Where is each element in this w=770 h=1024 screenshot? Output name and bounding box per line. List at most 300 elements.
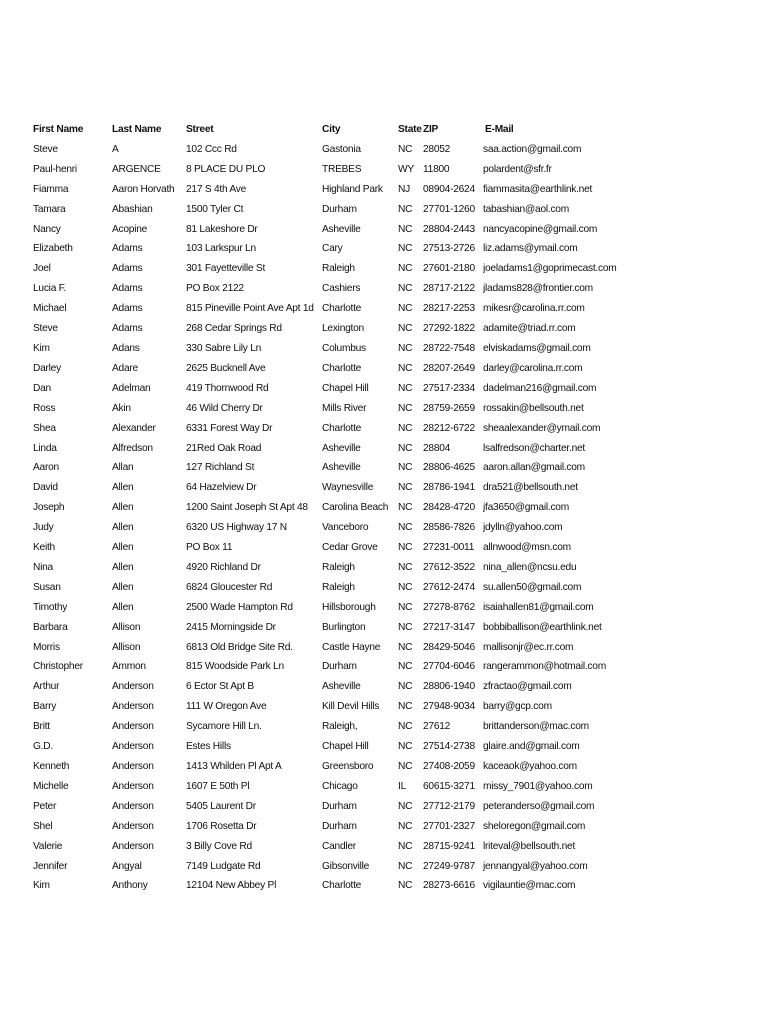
cell-street: 21Red Oak Road: [186, 442, 262, 454]
spacer-cell: [0, 299, 33, 319]
cell-city: Cedar Grove: [322, 542, 378, 554]
header-row: [0, 120, 770, 140]
cell-email: allnwood@msn.com: [483, 542, 571, 554]
cell-city: Greensboro: [322, 761, 374, 772]
cell-last: Anderson: [112, 761, 154, 772]
cell-street: 815 Pineville Point Ave Apt 1d: [186, 303, 314, 315]
cell-first: Nancy: [33, 223, 61, 235]
spacer-cell: [0, 439, 33, 459]
cell-city: TREBES: [322, 163, 362, 175]
cell-email: barry@gcp.com: [483, 701, 552, 713]
cell-state: NJ: [398, 183, 410, 195]
spacer-cell: [0, 279, 33, 299]
cell-state: NC: [398, 601, 413, 613]
spacer-cell: [0, 538, 33, 558]
cell-email: jdylln@yahoo.com: [483, 522, 563, 534]
cell-first: Morris: [33, 641, 60, 653]
cell-first: Aaron: [33, 462, 59, 474]
table-row: [0, 876, 770, 896]
table-row: [0, 220, 770, 240]
header-last-name: Last Name: [112, 124, 162, 135]
cell-zip: 27292-1822: [423, 323, 475, 335]
cell-first: Jennifer: [33, 860, 68, 872]
cell-city: Gibsonville: [322, 860, 370, 872]
cell-first: Fiamma: [33, 183, 69, 195]
table-row: [0, 419, 770, 439]
table-row: [0, 598, 770, 618]
cell-zip: 28428-4720: [423, 502, 475, 514]
cell-first: Christopher: [33, 661, 83, 673]
spacer-cell: [0, 697, 33, 717]
cell-last: Ammon: [112, 661, 146, 673]
spacer-cell: [0, 180, 33, 200]
cell-first: Susan: [33, 581, 61, 593]
cell-last: Allison: [112, 621, 141, 633]
cell-street: 2625 Bucknell Ave: [186, 362, 266, 374]
cell-state: NC: [398, 303, 413, 315]
contacts-table: [0, 120, 770, 896]
cell-last: Allen: [112, 482, 134, 494]
cell-email: rangerammon@hotmail.com: [483, 661, 606, 673]
cell-city: Durham: [322, 800, 357, 812]
spacer-cell: [0, 558, 33, 578]
cell-first: David: [33, 482, 58, 494]
cell-zip: 27701-2327: [423, 820, 475, 832]
cell-last: Adams: [112, 263, 143, 275]
cell-street: 1706 Rosetta Dr: [186, 820, 257, 832]
cell-email: dadelman216@gmail.com: [483, 382, 597, 394]
spacer-cell: [0, 140, 33, 160]
cell-last: Anderson: [112, 840, 154, 852]
cell-first: Linda: [33, 442, 57, 454]
cell-zip: 27513-2726: [423, 243, 475, 255]
cell-street: 419 Thornwood Rd: [186, 382, 269, 394]
cell-zip: 27231-0011: [423, 542, 475, 554]
cell-street: Sycamore Hill Ln.: [186, 721, 262, 733]
cell-last: Anderson: [112, 681, 154, 693]
table-row: [0, 717, 770, 737]
cell-first: Dan: [33, 382, 51, 394]
cell-zip: 27249-9787: [423, 860, 475, 872]
table-row: [0, 578, 770, 598]
cell-state: NC: [398, 402, 413, 414]
cell-state: NC: [398, 820, 413, 832]
cell-street: 46 Wild Cherry Dr: [186, 402, 263, 414]
cell-first: G.D.: [33, 741, 53, 753]
cell-state: NC: [398, 143, 413, 155]
cell-street: 127 Richland St: [186, 462, 255, 474]
cell-street: 815 Woodside Park Ln: [186, 661, 284, 673]
table-row: [0, 697, 770, 717]
table-row: [0, 817, 770, 837]
table-row: [0, 638, 770, 658]
cell-email: fiammasita@earthlink.net: [483, 183, 593, 195]
spacer-cell: [0, 259, 33, 279]
cell-state: NC: [398, 223, 413, 235]
cell-city: Hillsborough: [322, 601, 376, 613]
cell-city: Carolina Beach: [322, 502, 389, 514]
cell-zip: 28759-2659: [423, 402, 475, 414]
spacer-cell: [0, 419, 33, 439]
table-row: [0, 837, 770, 857]
cell-last: A: [112, 143, 119, 155]
cell-city: Charlotte: [322, 303, 362, 315]
cell-city: Asheville: [322, 681, 361, 693]
cell-first: Barbara: [33, 621, 68, 633]
cell-first: Steve: [33, 143, 58, 155]
header-state: State: [398, 124, 422, 135]
spacer-cell: [0, 817, 33, 837]
cell-email: sheaalexander@ymail.com: [483, 422, 601, 434]
cell-street: 3 Billy Cove Rd: [186, 840, 252, 852]
cell-street: 102 Ccc Rd: [186, 143, 237, 155]
cell-street: 1500 Tyler Ct: [186, 203, 244, 215]
cell-first: Nina: [33, 561, 53, 573]
cell-zip: 27712-2179: [423, 800, 475, 812]
table-row: [0, 498, 770, 518]
cell-state: NC: [398, 840, 413, 852]
cell-state: NC: [398, 342, 413, 354]
cell-street: 8 PLACE DU PLO: [186, 163, 266, 175]
cell-city: Cary: [322, 243, 343, 255]
spacer-cell: [0, 339, 33, 359]
cell-zip: 28429-5046: [423, 641, 475, 653]
header-first-name: First Name: [33, 124, 84, 135]
cell-city: Burlington: [322, 621, 366, 633]
cell-email: bobbiballison@earthlink.net: [483, 621, 602, 633]
spacer-cell: [0, 876, 33, 896]
cell-street: 5405 Laurent Dr: [186, 800, 256, 812]
cell-last: Akin: [112, 402, 131, 414]
cell-email: mikesr@carolina.rr.com: [483, 303, 585, 315]
cell-city: Durham: [322, 203, 357, 215]
cell-street: 6813 Old Bridge Site Rd.: [186, 641, 293, 653]
cell-first: Joseph: [33, 502, 65, 514]
cell-city: Castle Hayne: [322, 641, 381, 653]
cell-state: NC: [398, 561, 413, 573]
cell-city: Raleigh: [322, 581, 355, 593]
cell-city: Raleigh: [322, 561, 355, 573]
cell-email: liz.adams@ymail.com: [483, 243, 578, 255]
cell-email: dra521@bellsouth.net: [483, 482, 578, 494]
cell-email: glaire.and@gmail.com: [483, 741, 580, 753]
table-row: [0, 339, 770, 359]
cell-street: 81 Lakeshore Dr: [186, 223, 258, 235]
cell-street: Estes Hills: [186, 741, 231, 753]
cell-city: Charlotte: [322, 362, 362, 374]
cell-last: Anthony: [112, 880, 148, 892]
cell-first: Kenneth: [33, 761, 70, 772]
cell-zip: 28207-2649: [423, 362, 475, 374]
cell-city: Vanceboro: [322, 522, 369, 534]
cell-city: Mills River: [322, 402, 367, 414]
cell-email: vigilauntie@mac.com: [483, 880, 576, 892]
cell-street: 6331 Forest Way Dr: [186, 422, 273, 434]
spacer-cell: [0, 777, 33, 797]
cell-zip: 27517-2334: [423, 382, 475, 394]
cell-state: NC: [398, 641, 413, 653]
table-row: [0, 618, 770, 638]
cell-state: IL: [398, 780, 406, 792]
cell-last: Anderson: [112, 741, 154, 753]
cell-state: NC: [398, 263, 413, 275]
cell-city: Highland Park: [322, 183, 383, 195]
cell-city: Charlotte: [322, 422, 362, 434]
cell-city: Durham: [322, 661, 357, 673]
cell-state: NC: [398, 761, 413, 772]
cell-last: Allen: [112, 542, 134, 554]
cell-first: Peter: [33, 800, 57, 812]
cell-city: Asheville: [322, 223, 361, 235]
cell-first: Timothy: [33, 601, 68, 613]
cell-email: joeladams1@goprimecast.com: [483, 263, 617, 275]
table-row: [0, 797, 770, 817]
cell-state: NC: [398, 382, 413, 394]
cell-street: 12104 New Abbey Pl: [186, 880, 277, 892]
cell-last: Anderson: [112, 820, 154, 832]
spacer-cell: [0, 319, 33, 339]
cell-last: Anderson: [112, 800, 154, 812]
spacer-cell: [0, 677, 33, 697]
cell-first: Keith: [33, 542, 55, 554]
table-row: [0, 677, 770, 697]
cell-first: Kim: [33, 880, 50, 892]
cell-first: Lucia F.: [33, 283, 67, 295]
cell-zip: 60615-3271: [423, 780, 475, 792]
cell-email: missy_7901@yahoo.com: [483, 780, 593, 792]
cell-city: Lexington: [322, 323, 364, 335]
cell-first: Kim: [33, 342, 50, 354]
cell-state: NC: [398, 880, 413, 892]
cell-last: Allen: [112, 561, 134, 573]
header-zip: ZIP: [423, 124, 439, 135]
cell-email: jfa3650@gmail.com: [483, 502, 569, 514]
table-row: [0, 757, 770, 777]
spacer-cell: [0, 518, 33, 538]
table-row: [0, 379, 770, 399]
cell-city: Durham: [322, 820, 357, 832]
cell-zip: 28806-1940: [423, 681, 475, 693]
table-row: [0, 439, 770, 459]
cell-zip: 28052: [423, 143, 451, 155]
table-row: [0, 200, 770, 220]
cell-city: Waynesville: [322, 482, 374, 494]
cell-street: 2500 Wade Hampton Rd: [186, 601, 293, 613]
cell-email: mallisonjr@ec.rr.com: [483, 641, 574, 653]
cell-city: Gastonia: [322, 143, 361, 155]
cell-zip: 27948-9034: [423, 701, 475, 713]
cell-street: 111 W Oregon Ave: [186, 701, 267, 713]
cell-last: Anderson: [112, 721, 154, 733]
spacer-cell: [0, 379, 33, 399]
cell-last: Aaron Horvath: [112, 183, 175, 195]
cell-state: NC: [398, 860, 413, 872]
cell-zip: 27217-3147: [423, 621, 475, 633]
cell-last: Allen: [112, 601, 134, 613]
table-row: [0, 518, 770, 538]
cell-street: 1607 E 50th Pl: [186, 780, 250, 792]
cell-last: Allison: [112, 641, 141, 653]
cell-street: 64 Hazelview Dr: [186, 482, 257, 494]
cell-city: Candler: [322, 840, 356, 852]
cell-last: Alexander: [112, 422, 156, 434]
table-row: [0, 657, 770, 677]
cell-first: Elizabeth: [33, 243, 73, 255]
cell-street: 6 Ector St Apt B: [186, 681, 254, 693]
cell-first: Michelle: [33, 780, 69, 792]
cell-street: 1200 Saint Joseph St Apt 48: [186, 502, 308, 514]
cell-street: 330 Sabre Lily Ln: [186, 342, 262, 354]
cell-email: peteranderso@gmail.com: [483, 800, 595, 812]
cell-state: NC: [398, 522, 413, 534]
cell-email: nancyacopine@gmail.com: [483, 223, 598, 235]
cell-last: ARGENCE: [112, 163, 161, 175]
cell-street: 6320 US Highway 17 N: [186, 522, 287, 534]
cell-state: NC: [398, 701, 413, 713]
cell-city: Chapel Hill: [322, 382, 369, 394]
cell-last: Adans: [112, 342, 140, 354]
cell-zip: 27514-2738: [423, 741, 475, 753]
cell-zip: 27408-2059: [423, 761, 475, 772]
table-row: [0, 458, 770, 478]
cell-zip: 11800: [423, 163, 450, 175]
spacer-cell: [0, 458, 33, 478]
cell-zip: 28717-2122: [423, 283, 475, 295]
cell-state: NC: [398, 203, 413, 215]
cell-first: Steve: [33, 323, 58, 335]
cell-email: brittanderson@mac.com: [483, 721, 589, 733]
cell-last: Adelman: [112, 382, 151, 394]
cell-first: Shel: [33, 820, 53, 832]
cell-email: kaceaok@yahoo.com: [483, 761, 577, 772]
cell-last: Adams: [112, 283, 143, 295]
cell-first: Ross: [33, 402, 56, 414]
cell-city: Cashiers: [322, 283, 361, 295]
table-row: [0, 359, 770, 379]
cell-first: Tamara: [33, 203, 66, 215]
cell-street: 217 S 4th Ave: [186, 183, 247, 195]
cell-state: WY: [398, 163, 414, 175]
spacer-cell: [0, 717, 33, 737]
cell-zip: 28806-4625: [423, 462, 475, 474]
cell-email: su.allen50@gmail.com: [483, 581, 582, 593]
spacer-cell: [0, 837, 33, 857]
cell-city: Charlotte: [322, 880, 362, 892]
cell-email: jladams828@frontier.com: [483, 283, 593, 295]
spacer-cell: [0, 757, 33, 777]
table-row: [0, 239, 770, 259]
spacer-cell: [0, 657, 33, 677]
cell-state: NC: [398, 721, 413, 733]
table-row: [0, 478, 770, 498]
cell-street: 1413 Whilden Pl Apt A: [186, 761, 282, 772]
spacer-cell: [0, 737, 33, 757]
cell-zip: 27601-2180: [423, 263, 475, 275]
cell-first: Joel: [33, 263, 51, 275]
header-email-label: E-Mail: [485, 124, 514, 135]
cell-street: 4920 Richland Dr: [186, 561, 261, 573]
cell-first: Judy: [33, 522, 54, 534]
table-body: [0, 140, 770, 896]
cell-email: darley@carolina.rr.com: [483, 362, 583, 374]
cell-email: lsalfredson@charter.net: [483, 442, 585, 454]
cell-state: NC: [398, 362, 413, 374]
cell-email: nina_allen@ncsu.edu: [483, 561, 577, 573]
cell-zip: 27278-8762: [423, 601, 475, 613]
table-row: [0, 180, 770, 200]
cell-email: elviskadams@gmail.com: [483, 342, 591, 354]
table-row: [0, 140, 770, 160]
cell-zip: 28715-9241: [423, 840, 475, 852]
cell-zip: 28786-1941: [423, 482, 475, 494]
cell-last: Adams: [112, 323, 143, 335]
header-city: City: [322, 124, 341, 135]
cell-state: NC: [398, 323, 413, 335]
spacer-cell: [0, 498, 33, 518]
spacer-cell: [0, 797, 33, 817]
table-row: [0, 538, 770, 558]
cell-zip: 27612-3522: [423, 561, 475, 573]
cell-zip: 28212-6722: [423, 422, 475, 434]
cell-zip: 27701-1260: [423, 203, 475, 215]
cell-first: Valerie: [33, 840, 63, 852]
cell-state: NC: [398, 661, 413, 673]
cell-first: Darley: [33, 362, 61, 374]
table-row: [0, 259, 770, 279]
cell-city: Raleigh: [322, 263, 355, 275]
cell-first: Shea: [33, 422, 56, 434]
cell-first: Barry: [33, 701, 57, 713]
cell-street: 301 Fayetteville St: [186, 263, 266, 275]
cell-zip: 28722-7548: [423, 342, 475, 354]
cell-last: Alfredson: [112, 442, 153, 454]
cell-first: Michael: [33, 303, 67, 315]
cell-last: Allen: [112, 502, 134, 514]
spacer-cell: [0, 857, 33, 877]
cell-last: Acopine: [112, 223, 148, 235]
cell-city: Raleigh,: [322, 721, 358, 733]
cell-street: 268 Cedar Springs Rd: [186, 323, 282, 335]
cell-zip: 08904-2624: [423, 183, 475, 195]
table-row: [0, 857, 770, 877]
cell-last: Adams: [112, 303, 143, 315]
cell-street: PO Box 2122: [186, 283, 244, 295]
cell-zip: 28586-7826: [423, 522, 475, 534]
cell-email: zfractao@gmail.com: [483, 681, 572, 693]
spacer-cell: [0, 200, 33, 220]
cell-state: NC: [398, 681, 413, 693]
cell-first: Britt: [33, 721, 50, 733]
cell-last: Anderson: [112, 780, 154, 792]
cell-zip: 27704-6046: [423, 661, 475, 673]
cell-state: NC: [398, 442, 413, 454]
cell-first: Paul-henri: [33, 163, 77, 175]
cell-state: NC: [398, 502, 413, 514]
cell-zip: 28804: [423, 442, 451, 454]
spacer-cell: [0, 220, 33, 240]
cell-city: Columbus: [322, 342, 366, 354]
cell-city: Asheville: [322, 462, 361, 474]
cell-city: Chicago: [322, 780, 358, 792]
table-row: [0, 777, 770, 797]
cell-last: Allan: [112, 462, 134, 474]
cell-state: NC: [398, 482, 413, 494]
cell-street: 6824 Gloucester Rd: [186, 581, 273, 593]
cell-zip: 28217-2253: [423, 303, 475, 315]
table-row: [0, 399, 770, 419]
cell-email: jennangyal@yahoo.com: [483, 860, 588, 872]
spacer-cell: [0, 618, 33, 638]
